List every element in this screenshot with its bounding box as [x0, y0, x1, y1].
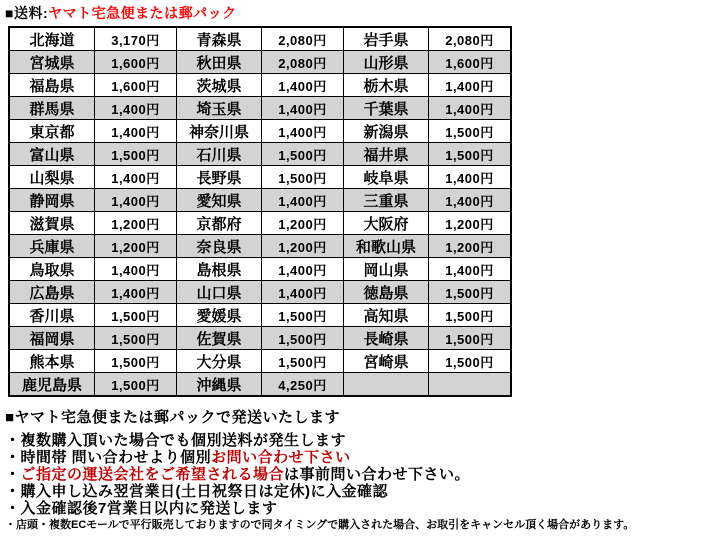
note-bullet [5, 449, 709, 466]
prefecture-cell: 岐阜県 [344, 166, 429, 189]
prefecture-cell: 大阪府 [344, 212, 429, 235]
price-cell: 1,500円 [429, 281, 512, 304]
prefecture-cell: 岡山県 [344, 258, 429, 281]
prefecture-cell: 石川県 [177, 143, 262, 166]
prefecture-cell: 岩手県 [344, 27, 429, 51]
price-cell: 1,200円 [262, 235, 344, 258]
prefecture-cell: 長野県 [177, 166, 262, 189]
price-cell: 1,200円 [429, 235, 512, 258]
prefecture-cell: 福井県 [344, 143, 429, 166]
price-cell: 3,170円 [95, 27, 177, 51]
table-row [9, 373, 511, 397]
price-cell: 1,500円 [429, 143, 512, 166]
prefecture-cell: 山梨県 [9, 166, 95, 189]
price-cell: 1,400円 [262, 281, 344, 304]
prefecture-cell: 滋賀県 [9, 212, 95, 235]
price-cell: 1,400円 [95, 166, 177, 189]
shipping-title [0, 0, 709, 25]
prefecture-cell: 福島県 [9, 74, 95, 97]
price-cell: 1,400円 [429, 97, 512, 120]
note-text: ・購入申し込み翌営業日(土日祝祭日は定休)に入金確認 [5, 483, 388, 500]
price-cell: 1,600円 [95, 51, 177, 74]
table-row [9, 350, 511, 373]
price-cell: 1,600円 [95, 74, 177, 97]
price-cell [429, 373, 512, 397]
prefecture-cell: 徳島県 [344, 281, 429, 304]
prefecture-cell: 青森県 [177, 27, 262, 51]
price-cell: 1,500円 [95, 373, 177, 397]
prefecture-cell: 群馬県 [9, 97, 95, 120]
prefecture-cell: 神奈川県 [177, 120, 262, 143]
prefecture-cell: 愛媛県 [177, 304, 262, 327]
price-cell: 1,200円 [429, 212, 512, 235]
price-cell: 1,400円 [95, 120, 177, 143]
table-row [9, 51, 511, 74]
price-cell: 1,500円 [262, 166, 344, 189]
prefecture-cell: 広島県 [9, 281, 95, 304]
price-cell: 1,500円 [262, 350, 344, 373]
price-cell: 1,400円 [95, 97, 177, 120]
prefecture-cell: 佐賀県 [177, 327, 262, 350]
price-cell: 1,500円 [95, 327, 177, 350]
price-cell: 2,080円 [429, 27, 512, 51]
prefecture-cell: 沖縄県 [177, 373, 262, 397]
price-cell: 1,400円 [95, 189, 177, 212]
price-cell: 1,400円 [95, 281, 177, 304]
table-row [9, 212, 511, 235]
prefecture-cell: 宮城県 [9, 51, 95, 74]
note-text: ・店頭・複数ECモールで平行販売しておりますので同タイミングで購入された場合、お取引をキャンセル頂く場合があります。 [5, 519, 635, 531]
prefecture-cell: 大分県 [177, 350, 262, 373]
price-cell: 1,500円 [262, 143, 344, 166]
price-cell: 1,200円 [95, 235, 177, 258]
note-text: は事前問い合わせ下さい。 [284, 466, 471, 483]
prefecture-cell: 島根県 [177, 258, 262, 281]
prefecture-cell: 千葉県 [344, 97, 429, 120]
shipping-title-highlight: ヤマト宅急便または郵パック [48, 5, 237, 21]
note-bullet [5, 500, 709, 517]
prefecture-cell: 山形県 [344, 51, 429, 74]
table-row [9, 235, 511, 258]
notes-section [5, 406, 709, 533]
table-row [9, 120, 511, 143]
prefecture-cell: 愛知県 [177, 189, 262, 212]
price-cell: 2,080円 [262, 27, 344, 51]
prefecture-cell: 鹿児島県 [9, 373, 95, 397]
price-cell: 1,400円 [262, 74, 344, 97]
prefecture-cell: 東京都 [9, 120, 95, 143]
price-cell: 1,500円 [95, 350, 177, 373]
prefecture-cell: 京都府 [177, 212, 262, 235]
notes-heading: ■ヤマト宅急便または郵パックで発送いたします [5, 409, 341, 426]
price-cell: 1,500円 [429, 120, 512, 143]
price-cell: 1,500円 [429, 327, 512, 350]
prefecture-cell: 兵庫県 [9, 235, 95, 258]
price-cell: 1,500円 [429, 350, 512, 373]
price-cell: 1,500円 [429, 304, 512, 327]
note-bullet [5, 466, 709, 483]
table-row [9, 97, 511, 120]
prefecture-cell: 秋田県 [177, 51, 262, 74]
note-text: ・複数購入頂いた場合でも個別送料が発生します [5, 432, 347, 449]
note-bullet [5, 517, 709, 533]
note-bullet [5, 483, 709, 500]
prefecture-cell: 福岡県 [9, 327, 95, 350]
table-row [9, 189, 511, 212]
price-cell: 1,200円 [95, 212, 177, 235]
prefecture-cell: 栃木県 [344, 74, 429, 97]
price-cell: 1,400円 [262, 120, 344, 143]
table-row [9, 304, 511, 327]
prefecture-cell: 鳥取県 [9, 258, 95, 281]
prefecture-cell [344, 373, 429, 397]
note-text: ・入金確認後7営業日以内に発送します [5, 500, 278, 517]
table-row [9, 327, 511, 350]
price-cell: 1,400円 [95, 258, 177, 281]
price-cell: 1,600円 [429, 51, 512, 74]
price-cell: 1,500円 [95, 143, 177, 166]
shipping-fee-table [8, 26, 512, 397]
price-cell: 1,200円 [262, 212, 344, 235]
prefecture-cell: 熊本県 [9, 350, 95, 373]
table-row [9, 281, 511, 304]
price-cell: 1,400円 [262, 189, 344, 212]
shipping-title-prefix: ■送料: [5, 5, 49, 21]
table-row [9, 166, 511, 189]
note-highlight: お問い合わせ下さい [211, 449, 351, 466]
prefecture-cell: 茨城県 [177, 74, 262, 97]
price-cell: 1,400円 [429, 189, 512, 212]
prefecture-cell: 和歌山県 [344, 235, 429, 258]
note-text: ・時間帯 問い合わせより個別 [5, 449, 212, 466]
price-cell: 1,400円 [262, 258, 344, 281]
prefecture-cell: 宮崎県 [344, 350, 429, 373]
prefecture-cell: 奈良県 [177, 235, 262, 258]
prefecture-cell: 静岡県 [9, 189, 95, 212]
prefecture-cell: 香川県 [9, 304, 95, 327]
price-cell: 1,500円 [262, 304, 344, 327]
table-row [9, 143, 511, 166]
table-row [9, 74, 511, 97]
price-cell: 1,400円 [429, 258, 512, 281]
price-cell: 2,080円 [262, 51, 344, 74]
price-cell: 1,400円 [262, 97, 344, 120]
notes-list [5, 432, 709, 533]
price-cell: 1,400円 [429, 74, 512, 97]
note-highlight: ご指定の運送会社をご希望される場合 [20, 466, 285, 483]
price-cell: 1,500円 [95, 304, 177, 327]
prefecture-cell: 埼玉県 [177, 97, 262, 120]
prefecture-cell: 長崎県 [344, 327, 429, 350]
price-cell: 1,400円 [429, 166, 512, 189]
table-row [9, 27, 511, 51]
price-cell: 4,250円 [262, 373, 344, 397]
table-row [9, 258, 511, 281]
prefecture-cell: 山口県 [177, 281, 262, 304]
shipping-table-body [9, 27, 511, 396]
note-text: ・ [5, 466, 21, 483]
prefecture-cell: 新潟県 [344, 120, 429, 143]
note-bullet [5, 432, 709, 449]
prefecture-cell: 高知県 [344, 304, 429, 327]
prefecture-cell: 富山県 [9, 143, 95, 166]
prefecture-cell: 北海道 [9, 27, 95, 51]
price-cell: 1,500円 [262, 327, 344, 350]
prefecture-cell: 三重県 [344, 189, 429, 212]
